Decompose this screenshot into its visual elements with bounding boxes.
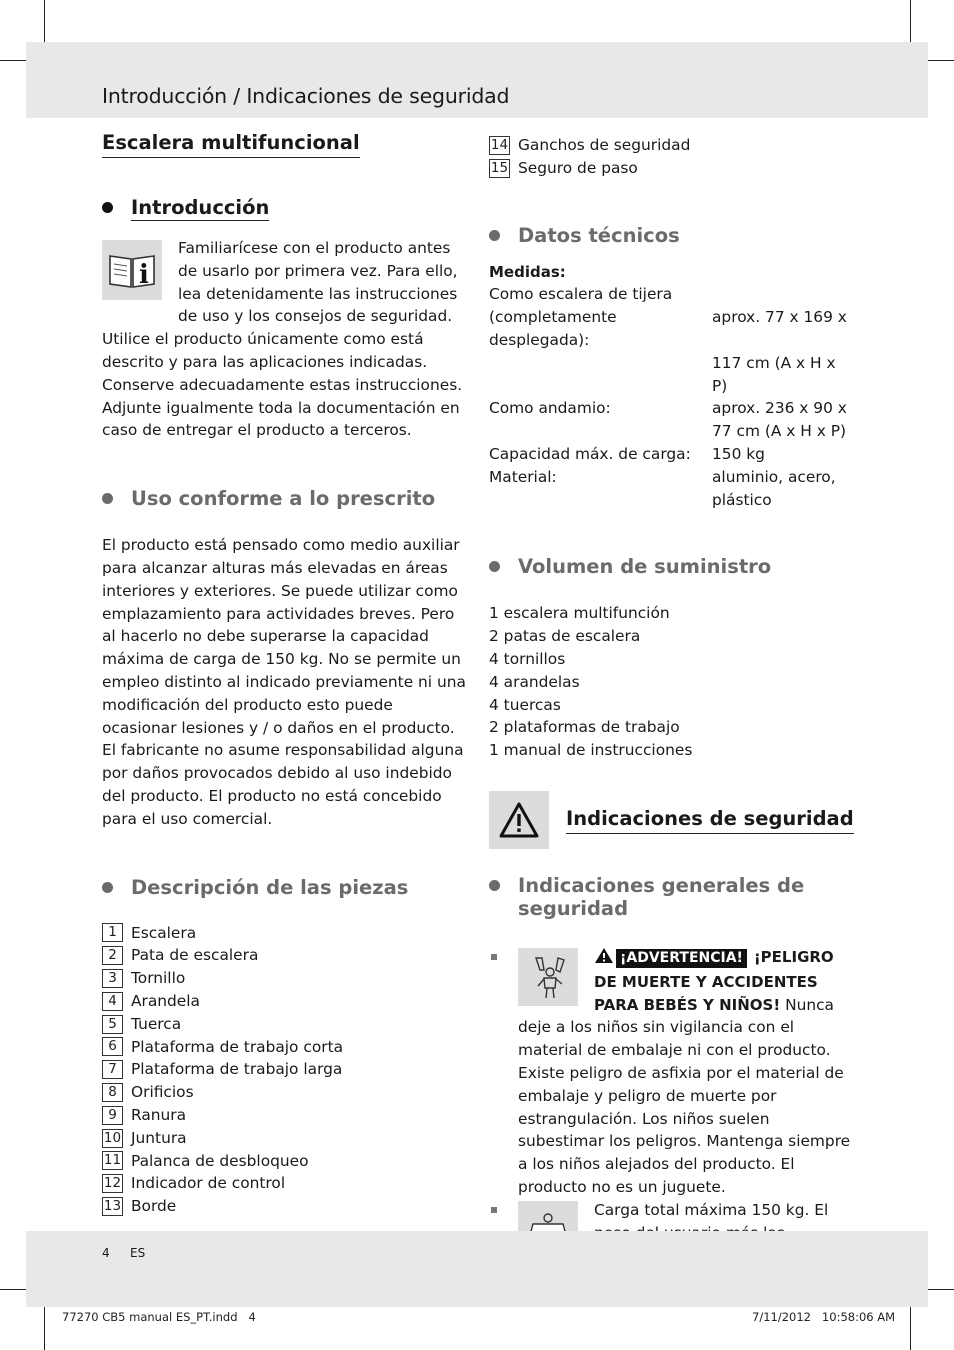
ladder-value-2: 117 cm (A x H x P) bbox=[712, 353, 836, 395]
page-number: 4 bbox=[102, 1246, 110, 1260]
spec-row-material-2 bbox=[489, 489, 855, 512]
load-label: Capacidad máx. de carga: bbox=[489, 444, 691, 463]
warning-tag: ¡ADVERTENCIA! bbox=[616, 949, 747, 968]
slug-date: 7/11/2012 10:58:06 AM bbox=[752, 1310, 896, 1324]
supply-heading: Volumen de suministro bbox=[489, 555, 855, 578]
part-item bbox=[489, 134, 855, 157]
part-label: Plataforma de trabajo corta bbox=[131, 1037, 344, 1056]
warning-triangle-icon bbox=[489, 791, 549, 849]
part-label: Arandela bbox=[131, 991, 200, 1010]
spec-row-material bbox=[489, 466, 855, 489]
scaffold-label: Como andamio: bbox=[489, 399, 611, 418]
part-item bbox=[102, 1195, 470, 1218]
part-item bbox=[102, 990, 470, 1013]
parts-list-continued bbox=[489, 134, 855, 180]
part-label: Orificios bbox=[131, 1083, 194, 1102]
crop-mark bbox=[44, 0, 45, 48]
footer-band bbox=[26, 1231, 928, 1307]
crop-mark bbox=[924, 1289, 954, 1290]
part-item bbox=[102, 1104, 470, 1127]
safety-heading: Indicaciones de seguridad bbox=[566, 806, 854, 834]
part-item bbox=[102, 1127, 470, 1150]
part-item bbox=[102, 1013, 470, 1036]
material-label: Material: bbox=[489, 467, 557, 486]
ladder-label-1: Como escalera de tijera bbox=[489, 285, 673, 304]
part-item bbox=[489, 157, 855, 180]
part-label: Indicador de control bbox=[131, 1174, 286, 1193]
part-label: Palanca de desbloqueo bbox=[131, 1151, 309, 1170]
part-item bbox=[102, 1172, 470, 1195]
supply-item: 1 manual de instrucciones bbox=[489, 741, 693, 760]
parts-heading: Descripción de las piezas bbox=[102, 876, 470, 899]
part-label: Borde bbox=[131, 1197, 177, 1216]
part-item bbox=[102, 1058, 470, 1081]
right-column bbox=[489, 134, 855, 1290]
crop-mark bbox=[44, 1302, 45, 1350]
material-value-2: plástico bbox=[712, 490, 772, 509]
part-number: 15 bbox=[490, 159, 509, 176]
tech-heading: Datos técnicos bbox=[489, 224, 855, 247]
spec-row-ladder bbox=[489, 306, 855, 352]
part-number: 11 bbox=[103, 1152, 122, 1169]
spec-row-load bbox=[489, 443, 855, 466]
warning-small-icon bbox=[594, 947, 614, 971]
part-number: 5 bbox=[102, 1015, 123, 1034]
slug-file: 77270 CB5 manual ES_PT.indd 4 bbox=[62, 1310, 256, 1324]
spec-row-scaffold bbox=[489, 397, 855, 420]
part-number: 12 bbox=[103, 1175, 122, 1192]
manual-info-icon bbox=[102, 240, 162, 300]
load-paragraph: Carga total máxima 150 kg. El bbox=[594, 1200, 829, 1219]
child-danger-icon bbox=[518, 948, 578, 1006]
spec-row-scaffold-2 bbox=[489, 420, 855, 443]
language-code: ES bbox=[130, 1246, 146, 1260]
part-number: 3 bbox=[102, 969, 123, 988]
supply-item: 1 escalera multifunción bbox=[489, 604, 670, 623]
part-number: 8 bbox=[102, 1083, 123, 1102]
load-value: 150 kg bbox=[712, 444, 765, 463]
part-item bbox=[102, 922, 470, 945]
part-number: 7 bbox=[102, 1060, 123, 1079]
part-number: 9 bbox=[102, 1106, 123, 1125]
intro-section bbox=[102, 237, 470, 442]
part-item bbox=[102, 944, 470, 967]
part-number: 1 bbox=[102, 923, 123, 942]
crop-mark bbox=[910, 1302, 911, 1350]
part-number: 14 bbox=[490, 136, 509, 153]
intended-use-text: El producto está pensado como medio auxiliar para alcanzar alturas más elevadas en áreas interiores y exteriores. Se puede utilizar como emplazamiento para actividades breves. Pero al hacerlo no debe superarse la capacidad máxima de carga de 150 kg. No se permite un empleo distinto al indicado previamente ni una modificación del producto esto puede ocasionar lesiones y / o daños en el producto. El fabricante no asume responsabilidad alguna por daños provocados debido al uso indebido del producto. El producto no está concebido para el uso comercial. bbox=[102, 536, 466, 828]
left-column bbox=[102, 130, 470, 1218]
supply-item: 4 arandelas bbox=[489, 672, 580, 691]
part-item bbox=[102, 1036, 470, 1059]
safety-title-row bbox=[489, 791, 855, 849]
part-label: Ranura bbox=[131, 1105, 187, 1124]
spec-row-ladder-2 bbox=[489, 352, 855, 398]
scaffold-value-2: 77 cm (A x H x P) bbox=[712, 422, 846, 441]
intended-use-heading: Uso conforme a lo prescrito bbox=[102, 487, 470, 510]
warning-bold-text: ¡PELIGRO DE MUERTE Y ACCIDENTES PARA BEBÉS Y NIÑOS! bbox=[594, 947, 834, 1014]
page-title: Introducción / Indicaciones de seguridad bbox=[102, 84, 510, 108]
part-label: Juntura bbox=[131, 1128, 187, 1147]
part-label: Plataforma de trabajo larga bbox=[131, 1060, 343, 1079]
supply-list bbox=[489, 602, 855, 762]
square-bullet-icon bbox=[491, 954, 497, 960]
part-item bbox=[102, 967, 470, 990]
general-safety-heading: Indicaciones generales de seguridad bbox=[489, 874, 855, 920]
intro-heading bbox=[102, 196, 470, 221]
part-label: Escalera bbox=[131, 923, 197, 942]
supply-item: 4 tornillos bbox=[489, 649, 566, 668]
part-number: 2 bbox=[102, 946, 123, 965]
part-label: Seguro de paso bbox=[518, 158, 638, 177]
svg-text:i: i bbox=[139, 260, 149, 290]
warning-item-children bbox=[489, 946, 855, 1199]
part-number: 4 bbox=[102, 992, 123, 1011]
square-bullet-icon bbox=[491, 1207, 497, 1213]
part-number: 10 bbox=[103, 1129, 122, 1146]
part-label: Tornillo bbox=[131, 969, 186, 988]
part-item bbox=[102, 1081, 470, 1104]
warning-body-text: Nunca deje a los niños sin vigilancia con el material de embalaje ni con el producto. Existe peligro de asfixia por el material de embalaje y peligro de muerte por estrangulación. Los niños suelen subestimar los peligros. Mantenga siempre a los niños alejados del producto. El producto no es un juguete. bbox=[518, 995, 851, 1196]
intro-heading-text: Introducción bbox=[131, 196, 270, 219]
scaffold-value-1: aprox. 236 x 90 x bbox=[712, 399, 847, 418]
crop-mark bbox=[924, 60, 954, 61]
measures-label: Medidas: bbox=[489, 262, 566, 281]
ladder-value-1: aprox. 77 x 169 x bbox=[712, 308, 847, 327]
crop-mark bbox=[910, 0, 911, 48]
product-title: Escalera multifuncional bbox=[102, 130, 360, 158]
supply-item: 2 plataformas de trabajo bbox=[489, 718, 680, 737]
part-label: Pata de escalera bbox=[131, 946, 259, 965]
part-number: 6 bbox=[102, 1037, 123, 1056]
supply-item: 2 patas de escalera bbox=[489, 627, 641, 646]
part-label: Tuerca bbox=[131, 1014, 182, 1033]
ladder-label-2: (completamente desplegada): bbox=[489, 308, 617, 349]
supply-item: 4 tuercas bbox=[489, 695, 561, 714]
tech-specs bbox=[489, 261, 855, 512]
part-label: Ganchos de seguridad bbox=[518, 136, 691, 154]
material-value-1: aluminio, acero, bbox=[712, 467, 836, 486]
part-item bbox=[102, 1150, 470, 1173]
part-number: 13 bbox=[103, 1197, 122, 1214]
intro-text: Familiarícese con el producto antes de usarlo por primera vez. Para ello, lea detenidamente las instrucciones de uso y los consejos de seguridad. Utilice el producto únicamente como está descrito y para las aplicaciones indicadas. Conserve adecuadamente estas instrucciones. Adjunte igualmente toda la documentación en caso de entregar el producto a terceros. bbox=[102, 239, 463, 440]
parts-list bbox=[102, 922, 470, 1218]
